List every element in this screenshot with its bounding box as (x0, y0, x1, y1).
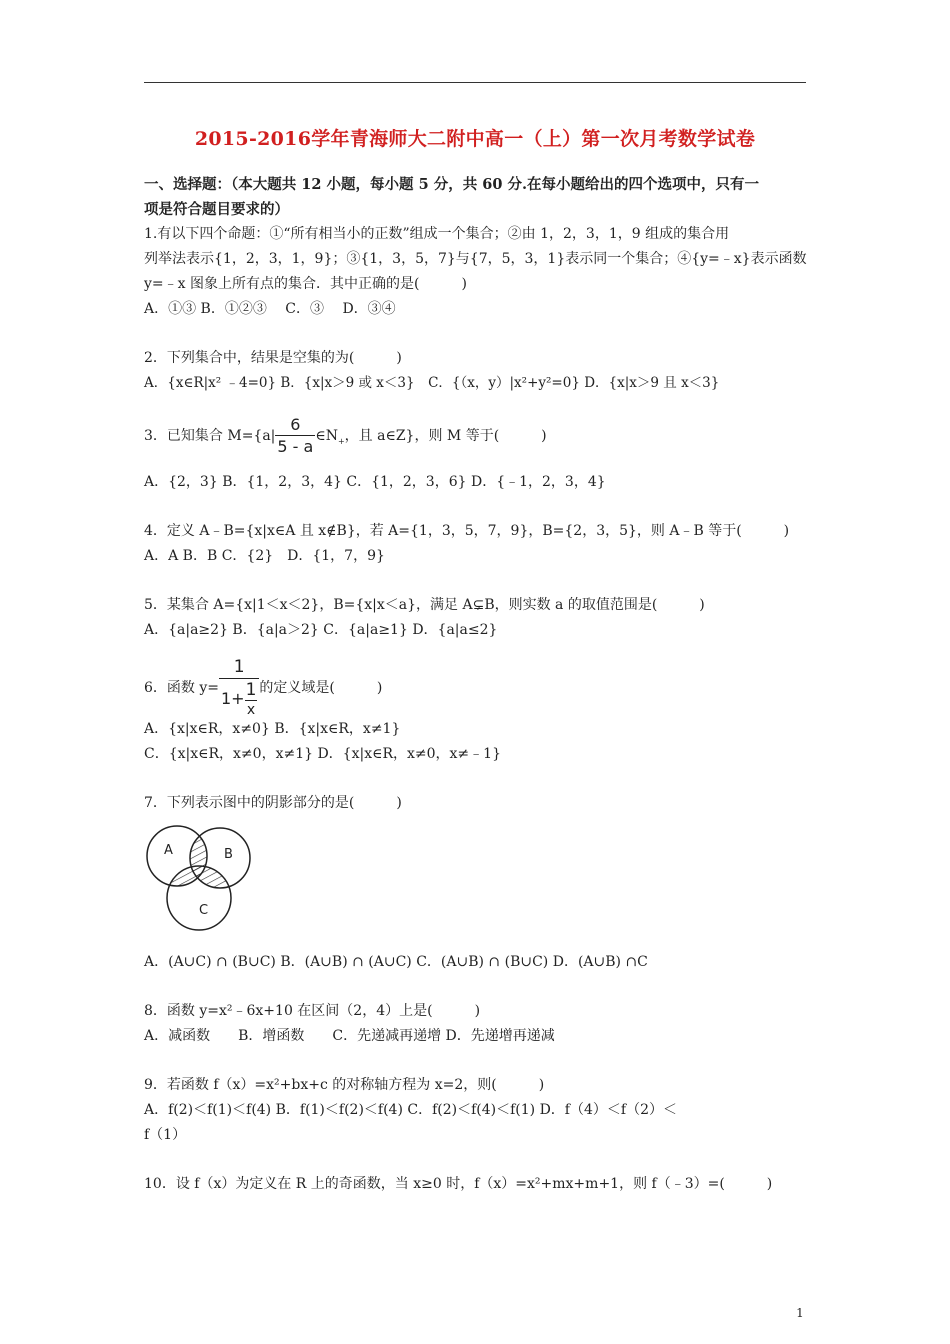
question-1-options: A．①③ B．①②③ C．③ D．③④ (144, 301, 396, 317)
question-7-stem: 7．下列表示图中的阴影部分的是( ) (144, 794, 402, 811)
question-6-suffix: 的定义域是( ) (259, 679, 383, 696)
question-9-options-line1: A．f(2)＜f(1)＜f(4) B．f(1)＜f(2)＜f(4) C．f(2)＜f(4)＜f(1) D．f（4）＜f（2）＜ (144, 1101, 677, 1118)
question-9-stem: 9．若函数 f（x）=x²+bx+c 的对称轴方程为 x=2，则( ) (144, 1076, 545, 1093)
question-10 (144, 1172, 806, 1197)
question-3-prefix: 3．已知集合 M={a| (144, 428, 276, 444)
inner-fraction (245, 679, 258, 718)
page-title: 2015-2016学年青海师大二附中高一（上）第一次月考数学试卷 (194, 128, 756, 150)
question-1-line3: y=﹣x 图象上所有点的集合．其中正确的是( ) (144, 276, 467, 292)
question-7 (144, 791, 806, 975)
fraction-numerator: 1 (233, 656, 245, 677)
question-8-stem: 8．函数 y=x²﹣6x+10 在区间（2，4）上是( ) (144, 1002, 481, 1019)
venn-label-b: B (224, 846, 233, 862)
question-6-prefix: 6．函数 y= (144, 679, 219, 696)
question-4-stem: 4．定义 A﹣B={x|x∈A 且 x∉B}，若 A={1，3，5，7，9}，B={2，3，5}，则 A﹣B 等于( ) (144, 522, 790, 539)
question-2-stem: 2．下列集合中，结果是空集的为( ) (144, 350, 402, 366)
question-5 (144, 593, 806, 643)
question-6-stem (144, 656, 806, 718)
section-heading-line2: 项是符合题目要求的） (144, 201, 289, 218)
question-6-options-line1: A．{x|x∈R，x≠0} B．{x|x∈R，x≠1} (144, 720, 401, 737)
question-4-options: A．A B．B C．{2} D．{1，7，9} (144, 547, 385, 564)
fraction-numerator: 6 (290, 415, 301, 434)
venn-label-c: C (199, 902, 209, 918)
set-symbol: ∈N (315, 428, 338, 444)
question-9 (144, 1073, 806, 1148)
question-1-line1: 1.有以下四个命题：①“所有相当小的正数”组成一个集合；②由 1，2，3，1，9 组成的集合用 (144, 226, 730, 242)
question-6-fraction (219, 656, 259, 718)
question-3-suffix: ，且 a∈Z}，则 M 等于( ) (344, 428, 547, 444)
section-heading-line1: 一、选择题：（本大题共 12 小题，每小题 5 分，共 60 分.在每小题给出的四个选项中，只有一 (144, 176, 760, 193)
question-1 (144, 222, 806, 322)
question-3 (144, 416, 806, 495)
page-number: 1 (796, 1306, 804, 1320)
question-2-options: A．{x∈R|x² ﹣4=0} B．{x|x＞9 或 x＜3} C．{（x，y）|x²+y²=0} D．{x|x＞9 且 x＜3} (144, 375, 720, 391)
question-5-options: A．{a|a≥2} B．{a|a＞2} C．{a|a≥1} D．{a|a≤2} (144, 621, 498, 638)
question-2 (144, 346, 806, 396)
n-subscript: + (337, 436, 345, 446)
question-6-options-line2: C．{x|x∈R，x≠0，x≠1} D．{x|x∈R，x≠0，x≠﹣1} (144, 745, 501, 762)
question-9-options-line2: f（1） (144, 1126, 187, 1143)
question-8 (144, 999, 806, 1049)
exam-body (144, 172, 806, 1197)
fraction-denominator (219, 678, 259, 717)
question-7-options: A．(A∪C) ∩ (B∪C) B．(A∪B) ∩ (A∪C) C．(A∪B) ∩ (B∪C) D．(A∪B) ∩C (144, 953, 648, 970)
inner-denominator: x (245, 700, 258, 717)
venn-diagram (144, 822, 264, 938)
question-3-stem (144, 416, 806, 462)
header-rule (144, 82, 806, 83)
question-3-fraction (275, 417, 315, 455)
question-8-options: A．减函数 B．增函数 C．先递减再递增 D．先递增再递减 (144, 1027, 555, 1044)
denominator-lead: 1+ (221, 688, 245, 708)
question-5-stem: 5．某集合 A={x|1＜x＜2}，B={x|x＜a}，满足 A⊊B，则实数 a 的取值范围是( ) (144, 596, 705, 613)
fraction-denominator: 5 - a (277, 437, 314, 456)
question-1-line2: 列举法表示{1，2，3，1，9}；③{1，3，5，7}与{7，5，3，1}表示同一个集合；④{y=﹣x}表示函数 (144, 251, 807, 267)
question-10-stem: 10．设 f（x）为定义在 R 上的奇函数，当 x≥0 时，f（x）=x²+mx+m+1，则 f（﹣3）=( ) (144, 1175, 773, 1192)
inner-numerator: 1 (245, 679, 257, 700)
question-4 (144, 519, 806, 569)
venn-label-a: A (164, 842, 173, 858)
question-3-options: A．{2，3} B．{1，2，3，4} C．{1，2，3，6} D．{﹣1，2，3，4} (144, 473, 606, 490)
section-heading (144, 172, 806, 222)
question-6 (144, 656, 806, 767)
